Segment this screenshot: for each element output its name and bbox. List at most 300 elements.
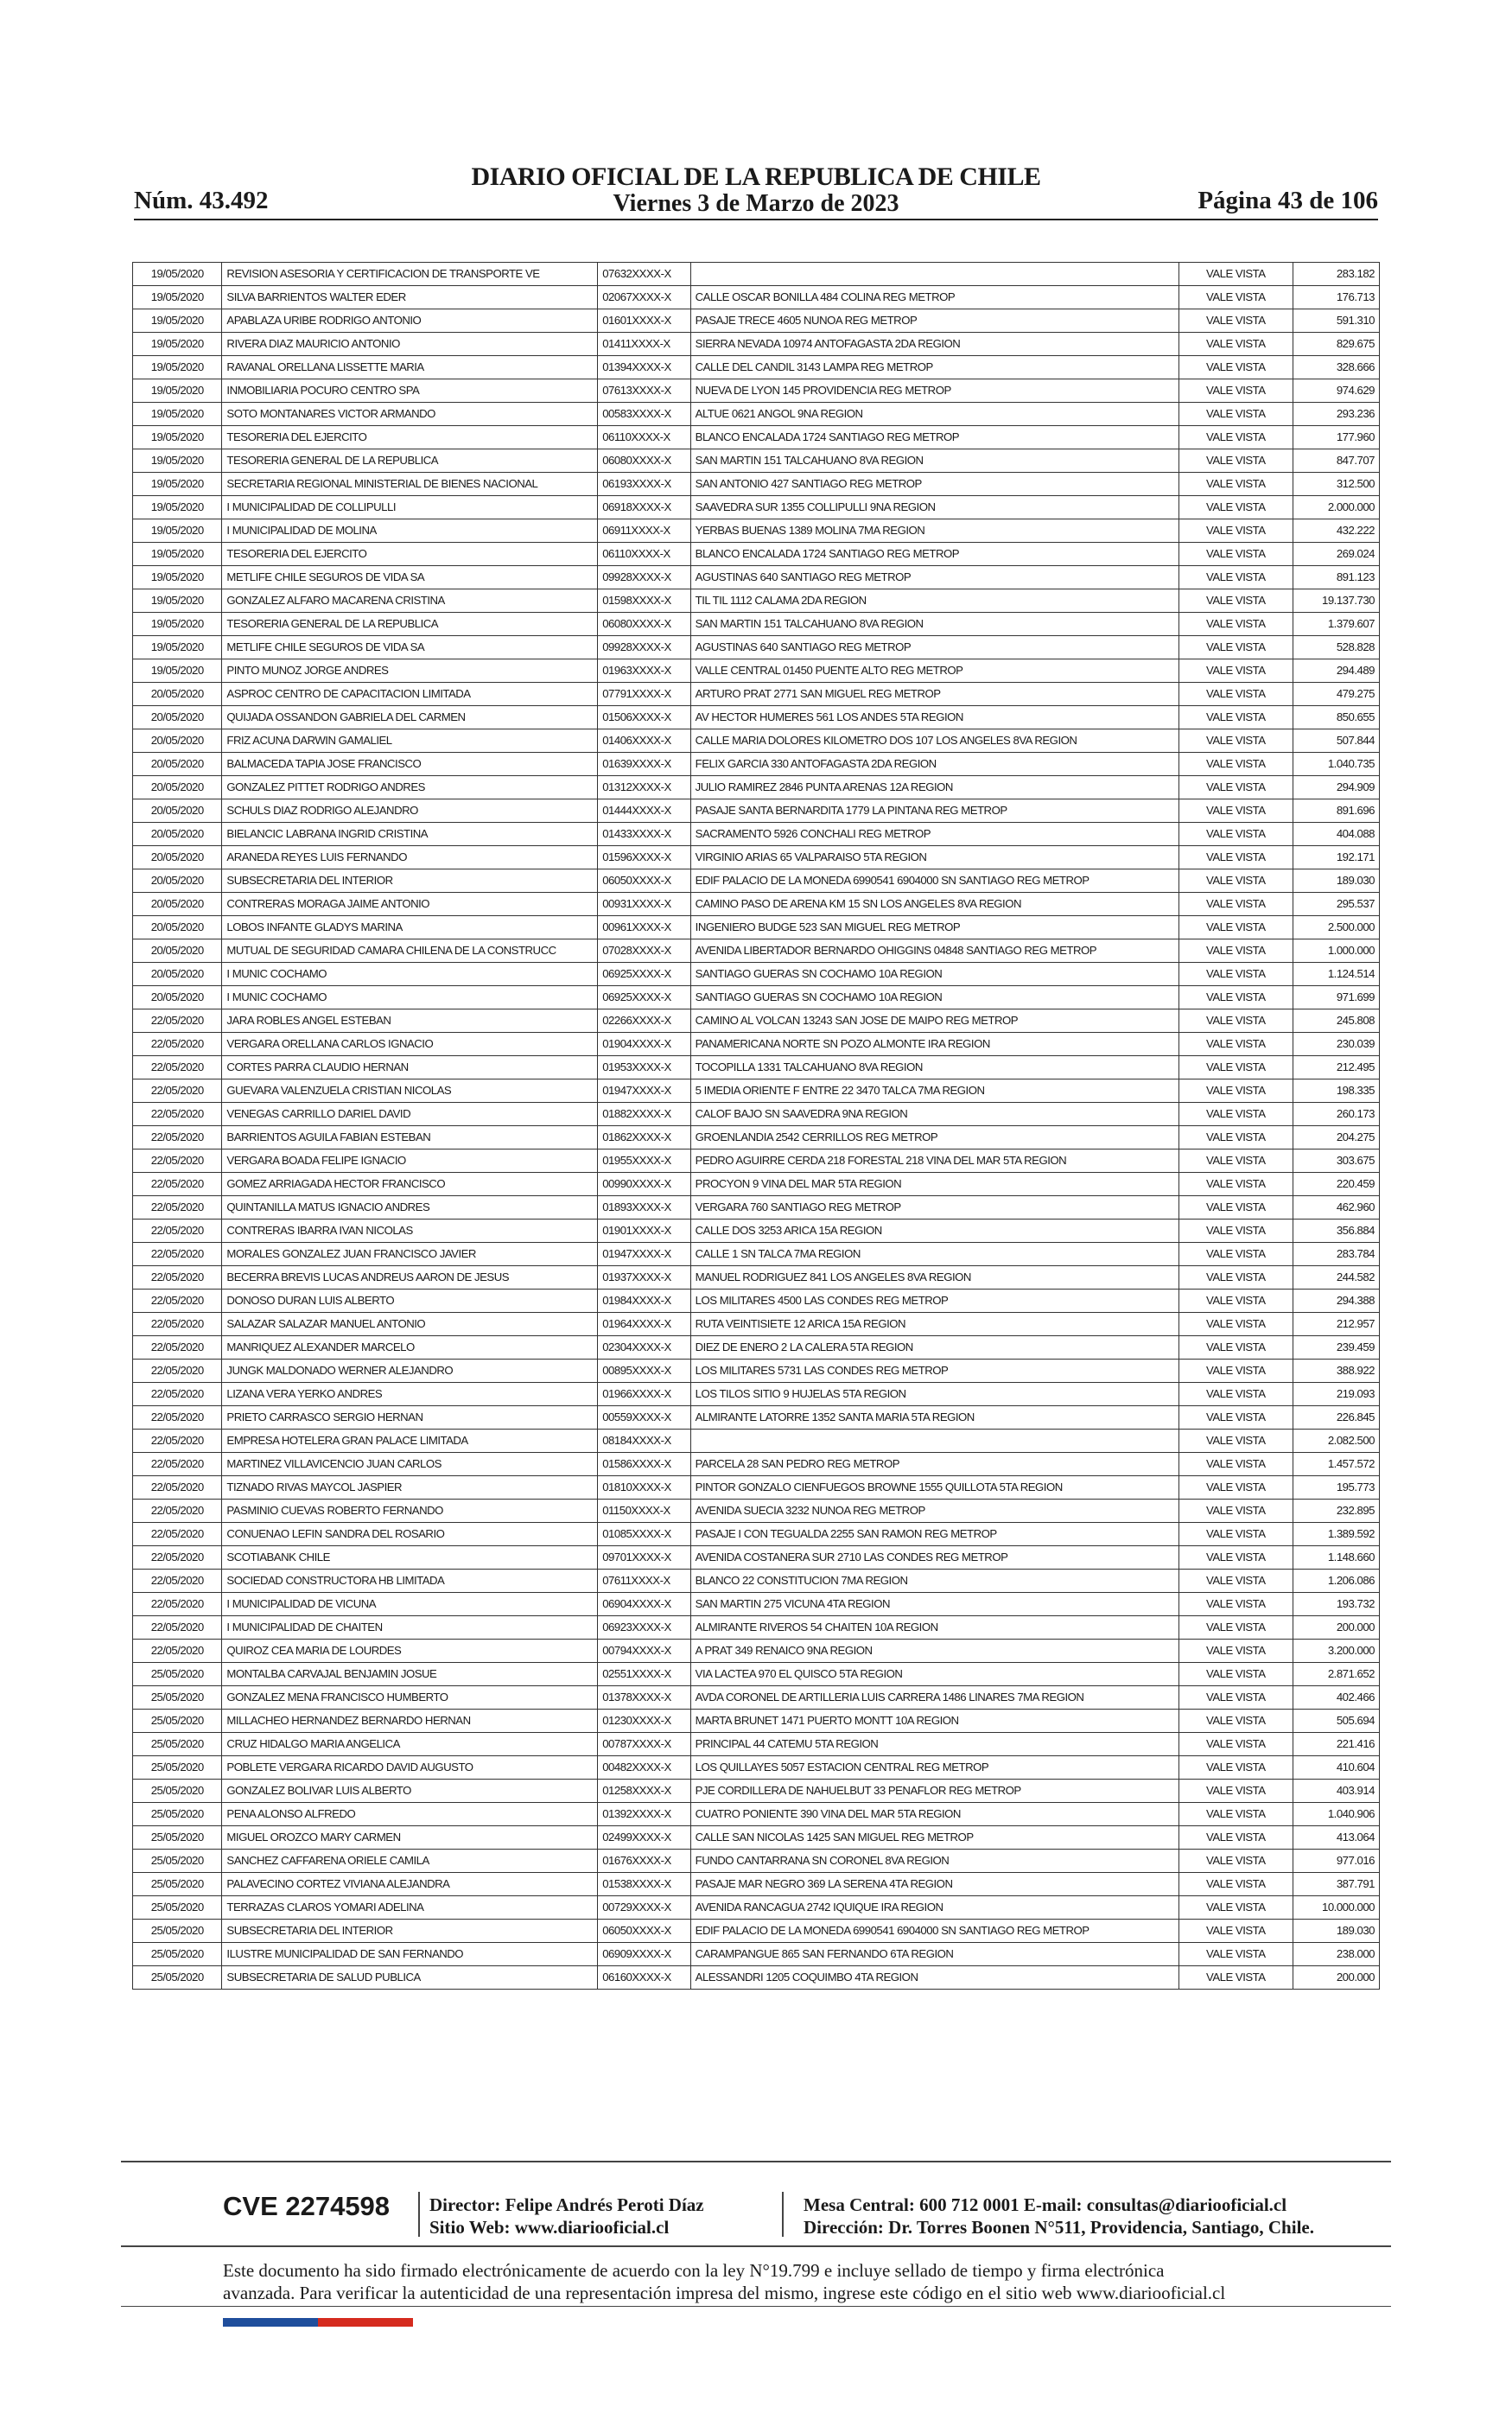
amount-cell: 974.629 xyxy=(1293,379,1379,403)
amount-cell: 192.171 xyxy=(1293,846,1379,869)
address-cell: VALLE CENTRAL 01450 PUENTE ALTO REG METROP xyxy=(690,659,1178,683)
beneficiary-cell: I MUNICIPALIDAD DE COLLIPULLI xyxy=(222,496,598,519)
table-row xyxy=(133,893,1380,916)
payment-mode-cell: VALE VISTA xyxy=(1179,379,1293,403)
beneficiary-cell: CONUENAO LEFIN SANDRA DEL ROSARIO xyxy=(222,1523,598,1546)
date-cell: 22/05/2020 xyxy=(133,1079,222,1103)
table-row xyxy=(133,1966,1380,1990)
rut-cell: 01964XXXX-X xyxy=(598,1313,690,1336)
beneficiary-cell: BIELANCIC LABRANA INGRID CRISTINA xyxy=(222,823,598,846)
flag-color-block xyxy=(223,2318,318,2327)
amount-cell: 387.791 xyxy=(1293,1873,1379,1896)
table-row xyxy=(133,823,1380,846)
payment-mode-cell: VALE VISTA xyxy=(1179,1500,1293,1523)
rut-cell: 01893XXXX-X xyxy=(598,1196,690,1220)
date-cell: 19/05/2020 xyxy=(133,403,222,426)
beneficiary-cell: SCHULS DIAZ RODRIGO ALEJANDRO xyxy=(222,799,598,823)
date-cell: 19/05/2020 xyxy=(133,449,222,473)
beneficiary-cell: CONTRERAS MORAGA JAIME ANTONIO xyxy=(222,893,598,916)
date-cell: 25/05/2020 xyxy=(133,1733,222,1756)
beneficiary-cell: FRIZ ACUNA DARWIN GAMALIEL xyxy=(222,729,598,753)
beneficiary-cell: GONZALEZ ALFARO MACARENA CRISTINA xyxy=(222,589,598,613)
payment-mode-cell: VALE VISTA xyxy=(1179,1243,1293,1266)
director-name: Director: Felipe Andrés Peroti Díaz xyxy=(429,2194,704,2215)
table-row xyxy=(133,706,1380,729)
beneficiary-cell: MORALES GONZALEZ JUAN FRANCISCO JAVIER xyxy=(222,1243,598,1266)
table-row xyxy=(133,1570,1380,1593)
payment-mode-cell: VALE VISTA xyxy=(1179,1593,1293,1616)
amount-cell: 303.675 xyxy=(1293,1150,1379,1173)
rut-cell: 01258XXXX-X xyxy=(598,1780,690,1803)
address-cell: SAN ANTONIO 427 SANTIAGO REG METROP xyxy=(690,473,1178,496)
address-cell: ALMIRANTE LATORRE 1352 SANTA MARIA 5TA REGION xyxy=(690,1406,1178,1430)
rut-cell: 02266XXXX-X xyxy=(598,1009,690,1033)
beneficiary-cell: EMPRESA HOTELERA GRAN PALACE LIMITADA xyxy=(222,1430,598,1453)
chile-flag-stripe xyxy=(223,2315,413,2324)
cve-code: CVE 2274598 xyxy=(223,2191,391,2221)
flag-color-block xyxy=(318,2318,413,2327)
beneficiary-cell: I MUNICIPALIDAD DE CHAITEN xyxy=(222,1616,598,1640)
beneficiary-cell: VERGARA BOADA FELIPE IGNACIO xyxy=(222,1150,598,1173)
payment-mode-cell: VALE VISTA xyxy=(1179,403,1293,426)
rut-cell: 01882XXXX-X xyxy=(598,1103,690,1126)
table-row xyxy=(133,1476,1380,1500)
beneficiary-cell: I MUNICIPALIDAD DE VICUNA xyxy=(222,1593,598,1616)
payment-mode-cell: VALE VISTA xyxy=(1179,963,1293,986)
payment-mode-cell: VALE VISTA xyxy=(1179,1009,1293,1033)
amount-cell: 1.040.906 xyxy=(1293,1803,1379,1826)
date-cell: 19/05/2020 xyxy=(133,659,222,683)
phone-email: Mesa Central: 600 712 0001 E-mail: consultas@diariooficial.cl xyxy=(804,2194,1287,2215)
amount-cell: 221.416 xyxy=(1293,1733,1379,1756)
payment-mode-cell: VALE VISTA xyxy=(1179,1406,1293,1430)
amount-cell: 212.495 xyxy=(1293,1056,1379,1079)
date-cell: 25/05/2020 xyxy=(133,1943,222,1966)
table-row xyxy=(133,496,1380,519)
amount-cell: 847.707 xyxy=(1293,449,1379,473)
amount-cell: 1.124.514 xyxy=(1293,963,1379,986)
amount-cell: 413.064 xyxy=(1293,1826,1379,1850)
amount-cell: 591.310 xyxy=(1293,309,1379,333)
address-cell: ALESSANDRI 1205 COQUIMBO 4TA REGION xyxy=(690,1966,1178,1990)
amount-cell: 200.000 xyxy=(1293,1616,1379,1640)
amount-cell: 294.489 xyxy=(1293,659,1379,683)
table-row xyxy=(133,1009,1380,1033)
table-row xyxy=(133,1103,1380,1126)
table-row xyxy=(133,1313,1380,1336)
rut-cell: 01586XXXX-X xyxy=(598,1453,690,1476)
date-cell: 22/05/2020 xyxy=(133,1126,222,1150)
amount-cell: 356.884 xyxy=(1293,1220,1379,1243)
amount-cell: 200.000 xyxy=(1293,1966,1379,1990)
beneficiary-cell: SOTO MONTANARES VICTOR ARMANDO xyxy=(222,403,598,426)
payment-mode-cell: VALE VISTA xyxy=(1179,1360,1293,1383)
beneficiary-cell: SUBSECRETARIA DE SALUD PUBLICA xyxy=(222,1966,598,1990)
address-cell xyxy=(690,263,1178,286)
rut-cell: 01901XXXX-X xyxy=(598,1220,690,1243)
rut-cell: 06050XXXX-X xyxy=(598,869,690,893)
amount-cell: 283.182 xyxy=(1293,263,1379,286)
amount-cell: 19.137.730 xyxy=(1293,589,1379,613)
rut-cell: 00895XXXX-X xyxy=(598,1360,690,1383)
payment-mode-cell: VALE VISTA xyxy=(1179,1196,1293,1220)
amount-cell: 2.000.000 xyxy=(1293,496,1379,519)
address-cell: VERGARA 760 SANTIAGO REG METROP xyxy=(690,1196,1178,1220)
rut-cell: 07611XXXX-X xyxy=(598,1570,690,1593)
address-cell: PEDRO AGUIRRE CERDA 218 FORESTAL 218 VINA DEL MAR 5TA REGION xyxy=(690,1150,1178,1173)
address-cell: CALLE DOS 3253 ARICA 15A REGION xyxy=(690,1220,1178,1243)
table-row xyxy=(133,356,1380,379)
address-cell: PARCELA 28 SAN PEDRO REG METROP xyxy=(690,1453,1178,1476)
address-cell: YERBAS BUENAS 1389 MOLINA 7MA REGION xyxy=(690,519,1178,543)
rut-cell: 01378XXXX-X xyxy=(598,1686,690,1710)
address-cell: MARTA BRUNET 1471 PUERTO MONTT 10A REGION xyxy=(690,1710,1178,1733)
table-row xyxy=(133,753,1380,776)
date-cell: 20/05/2020 xyxy=(133,823,222,846)
beneficiary-cell: RAVANAL ORELLANA LISSETTE MARIA xyxy=(222,356,598,379)
rut-cell: 07613XXXX-X xyxy=(598,379,690,403)
rut-cell: 01312XXXX-X xyxy=(598,776,690,799)
address-cell: PJE CORDILLERA DE NAHUELBUT 33 PENAFLOR REG METROP xyxy=(690,1780,1178,1803)
beneficiary-cell: INMOBILIARIA POCURO CENTRO SPA xyxy=(222,379,598,403)
payments-table xyxy=(132,262,1380,1990)
amount-cell: 1.457.572 xyxy=(1293,1453,1379,1476)
date-cell: 25/05/2020 xyxy=(133,1873,222,1896)
rut-cell: 07028XXXX-X xyxy=(598,939,690,963)
address-cell: AVDA CORONEL DE ARTILLERIA LUIS CARRERA 1486 LINARES 7MA REGION xyxy=(690,1686,1178,1710)
payment-mode-cell: VALE VISTA xyxy=(1179,1896,1293,1920)
rut-cell: 01230XXXX-X xyxy=(598,1710,690,1733)
payment-mode-cell: VALE VISTA xyxy=(1179,309,1293,333)
table-row xyxy=(133,1079,1380,1103)
rut-cell: 01150XXXX-X xyxy=(598,1500,690,1523)
amount-cell: 507.844 xyxy=(1293,729,1379,753)
amount-cell: 977.016 xyxy=(1293,1850,1379,1873)
payment-mode-cell: VALE VISTA xyxy=(1179,286,1293,309)
date-cell: 25/05/2020 xyxy=(133,1850,222,1873)
beneficiary-cell: TESORERIA GENERAL DE LA REPUBLICA xyxy=(222,613,598,636)
date-cell: 19/05/2020 xyxy=(133,379,222,403)
address-cell: AVENIDA COSTANERA SUR 2710 LAS CONDES REG METROP xyxy=(690,1546,1178,1570)
amount-cell: 528.828 xyxy=(1293,636,1379,659)
payment-mode-cell: VALE VISTA xyxy=(1179,1430,1293,1453)
address-cell: CARAMPANGUE 865 SAN FERNANDO 6TA REGION xyxy=(690,1943,1178,1966)
payment-mode-cell: VALE VISTA xyxy=(1179,1383,1293,1406)
payment-mode-cell: VALE VISTA xyxy=(1179,659,1293,683)
payment-mode-cell: VALE VISTA xyxy=(1179,1710,1293,1733)
amount-cell: 328.666 xyxy=(1293,356,1379,379)
beneficiary-cell: I MUNIC COCHAMO xyxy=(222,963,598,986)
beneficiary-cell: VERGARA ORELLANA CARLOS IGNACIO xyxy=(222,1033,598,1056)
address-cell: AV HECTOR HUMERES 561 LOS ANDES 5TA REGION xyxy=(690,706,1178,729)
payment-mode-cell: VALE VISTA xyxy=(1179,1220,1293,1243)
payment-mode-cell: VALE VISTA xyxy=(1179,753,1293,776)
rut-cell: 01676XXXX-X xyxy=(598,1850,690,1873)
beneficiary-cell: CORTES PARRA CLAUDIO HERNAN xyxy=(222,1056,598,1079)
director-block xyxy=(429,2194,704,2238)
table-row xyxy=(133,846,1380,869)
date-cell: 25/05/2020 xyxy=(133,1663,222,1686)
beneficiary-cell: ILUSTRE MUNICIPALIDAD DE SAN FERNANDO xyxy=(222,1943,598,1966)
date-cell: 22/05/2020 xyxy=(133,1500,222,1523)
amount-cell: 219.093 xyxy=(1293,1383,1379,1406)
amount-cell: 220.459 xyxy=(1293,1173,1379,1196)
rut-cell: 00729XXXX-X xyxy=(598,1896,690,1920)
payment-mode-cell: VALE VISTA xyxy=(1179,1920,1293,1943)
date-cell: 25/05/2020 xyxy=(133,1803,222,1826)
date-cell: 22/05/2020 xyxy=(133,1640,222,1663)
payment-mode-cell: VALE VISTA xyxy=(1179,1663,1293,1686)
beneficiary-cell: CRUZ HIDALGO MARIA ANGELICA xyxy=(222,1733,598,1756)
payment-mode-cell: VALE VISTA xyxy=(1179,1150,1293,1173)
rut-cell: 06909XXXX-X xyxy=(598,1943,690,1966)
beneficiary-cell: GUEVARA VALENZUELA CRISTIAN NICOLAS xyxy=(222,1079,598,1103)
beneficiary-cell: I MUNIC COCHAMO xyxy=(222,986,598,1009)
beneficiary-cell: MIGUEL OROZCO MARY CARMEN xyxy=(222,1826,598,1850)
amount-cell: 2.871.652 xyxy=(1293,1663,1379,1686)
date-cell: 19/05/2020 xyxy=(133,356,222,379)
rut-cell: 01862XXXX-X xyxy=(598,1126,690,1150)
footer-separator xyxy=(418,2192,420,2237)
date-cell: 19/05/2020 xyxy=(133,613,222,636)
address-cell: MANUEL RODRIGUEZ 841 LOS ANGELES 8VA REGION xyxy=(690,1266,1178,1290)
payment-mode-cell: VALE VISTA xyxy=(1179,566,1293,589)
rut-cell: 01955XXXX-X xyxy=(598,1150,690,1173)
rut-cell: 00559XXXX-X xyxy=(598,1406,690,1430)
address-cell: AGUSTINAS 640 SANTIAGO REG METROP xyxy=(690,636,1178,659)
payment-mode-cell: VALE VISTA xyxy=(1179,356,1293,379)
address-cell: PASAJE MAR NEGRO 369 LA SERENA 4TA REGION xyxy=(690,1873,1178,1896)
rut-cell: 02499XXXX-X xyxy=(598,1826,690,1850)
table-row xyxy=(133,263,1380,286)
address-cell: TOCOPILLA 1331 TALCAHUANO 8VA REGION xyxy=(690,1056,1178,1079)
table-row xyxy=(133,1360,1380,1383)
rut-cell: 00961XXXX-X xyxy=(598,916,690,939)
beneficiary-cell: POBLETE VERGARA RICARDO DAVID AUGUSTO xyxy=(222,1756,598,1780)
address-cell: PASAJE SANTA BERNARDITA 1779 LA PINTANA REG METROP xyxy=(690,799,1178,823)
address-cell: CALLE MARIA DOLORES KILOMETRO DOS 107 LOS ANGELES 8VA REGION xyxy=(690,729,1178,753)
amount-cell: 294.909 xyxy=(1293,776,1379,799)
table-row xyxy=(133,333,1380,356)
beneficiary-cell: TESORERIA GENERAL DE LA REPUBLICA xyxy=(222,449,598,473)
address-cell: SAN MARTIN 275 VICUNA 4TA REGION xyxy=(690,1593,1178,1616)
table-row xyxy=(133,403,1380,426)
table-row xyxy=(133,636,1380,659)
address-cell: SANTIAGO GUERAS SN COCHAMO 10A REGION xyxy=(690,986,1178,1009)
rut-cell: 00787XXXX-X xyxy=(598,1733,690,1756)
rut-cell: 01947XXXX-X xyxy=(598,1243,690,1266)
rut-cell: 08184XXXX-X xyxy=(598,1430,690,1453)
beneficiary-cell: ARANEDA REYES LUIS FERNANDO xyxy=(222,846,598,869)
table-row xyxy=(133,1593,1380,1616)
date-cell: 25/05/2020 xyxy=(133,1780,222,1803)
amount-cell: 283.784 xyxy=(1293,1243,1379,1266)
payment-mode-cell: VALE VISTA xyxy=(1179,1266,1293,1290)
beneficiary-cell: SUBSECRETARIA DEL INTERIOR xyxy=(222,869,598,893)
date-cell: 20/05/2020 xyxy=(133,706,222,729)
address-cell: JULIO RAMIREZ 2846 PUNTA ARENAS 12A REGION xyxy=(690,776,1178,799)
payment-mode-cell: VALE VISTA xyxy=(1179,1336,1293,1360)
table-row xyxy=(133,1546,1380,1570)
payment-mode-cell: VALE VISTA xyxy=(1179,986,1293,1009)
address-cell: PASAJE TRECE 4605 NUNOA REG METROP xyxy=(690,309,1178,333)
date-cell: 25/05/2020 xyxy=(133,1710,222,1733)
beneficiary-cell: APABLAZA URIBE RODRIGO ANTONIO xyxy=(222,309,598,333)
amount-cell: 2.082.500 xyxy=(1293,1430,1379,1453)
rut-cell: 06904XXXX-X xyxy=(598,1593,690,1616)
table-row xyxy=(133,1756,1380,1780)
address-cell: SAAVEDRA SUR 1355 COLLIPULLI 9NA REGION xyxy=(690,496,1178,519)
beneficiary-cell: PENA ALONSO ALFREDO xyxy=(222,1803,598,1826)
rut-cell: 01937XXXX-X xyxy=(598,1266,690,1290)
payment-mode-cell: VALE VISTA xyxy=(1179,1686,1293,1710)
amount-cell: 850.655 xyxy=(1293,706,1379,729)
payment-mode-cell: VALE VISTA xyxy=(1179,449,1293,473)
payment-mode-cell: VALE VISTA xyxy=(1179,1313,1293,1336)
amount-cell: 1.148.660 xyxy=(1293,1546,1379,1570)
beneficiary-cell: GONZALEZ BOLIVAR LUIS ALBERTO xyxy=(222,1780,598,1803)
address-cell: RUTA VEINTISIETE 12 ARICA 15A REGION xyxy=(690,1313,1178,1336)
rut-cell: 06193XXXX-X xyxy=(598,473,690,496)
amount-cell: 239.459 xyxy=(1293,1336,1379,1360)
payment-mode-cell: VALE VISTA xyxy=(1179,1056,1293,1079)
beneficiary-cell: DONOSO DURAN LUIS ALBERTO xyxy=(222,1290,598,1313)
date-cell: 22/05/2020 xyxy=(133,1173,222,1196)
date-cell: 22/05/2020 xyxy=(133,1220,222,1243)
rut-cell: 01394XXXX-X xyxy=(598,356,690,379)
table-row xyxy=(133,869,1380,893)
table-row xyxy=(133,589,1380,613)
table-row xyxy=(133,449,1380,473)
date-cell: 22/05/2020 xyxy=(133,1103,222,1126)
table-row xyxy=(133,1430,1380,1453)
date-cell: 25/05/2020 xyxy=(133,1756,222,1780)
date-cell: 22/05/2020 xyxy=(133,1313,222,1336)
payment-mode-cell: VALE VISTA xyxy=(1179,846,1293,869)
table-row xyxy=(133,286,1380,309)
address-cell: DIEZ DE ENERO 2 LA CALERA 5TA REGION xyxy=(690,1336,1178,1360)
rut-cell: 01953XXXX-X xyxy=(598,1056,690,1079)
payment-mode-cell: VALE VISTA xyxy=(1179,1826,1293,1850)
address-cell: SAN MARTIN 151 TALCAHUANO 8VA REGION xyxy=(690,449,1178,473)
amount-cell: 829.675 xyxy=(1293,333,1379,356)
table-row xyxy=(133,1826,1380,1850)
table-row xyxy=(133,1616,1380,1640)
payment-mode-cell: VALE VISTA xyxy=(1179,496,1293,519)
address-cell: CALLE SAN NICOLAS 1425 SAN MIGUEL REG METROP xyxy=(690,1826,1178,1850)
date-cell: 22/05/2020 xyxy=(133,1593,222,1616)
amount-cell: 212.957 xyxy=(1293,1313,1379,1336)
rut-cell: 01984XXXX-X xyxy=(598,1290,690,1313)
date-cell: 22/05/2020 xyxy=(133,1616,222,1640)
page-number: Página 43 de 106 xyxy=(1198,187,1378,214)
payment-mode-cell: VALE VISTA xyxy=(1179,729,1293,753)
payment-mode-cell: VALE VISTA xyxy=(1179,1033,1293,1056)
rut-cell: 01406XXXX-X xyxy=(598,729,690,753)
beneficiary-cell: GOMEZ ARRIAGADA HECTOR FRANCISCO xyxy=(222,1173,598,1196)
rut-cell: 01411XXXX-X xyxy=(598,333,690,356)
rut-cell: 09701XXXX-X xyxy=(598,1546,690,1570)
address-cell: CALOF BAJO SN SAAVEDRA 9NA REGION xyxy=(690,1103,1178,1126)
beneficiary-cell: QUINTANILLA MATUS IGNACIO ANDRES xyxy=(222,1196,598,1220)
date-cell: 22/05/2020 xyxy=(133,1033,222,1056)
payment-mode-cell: VALE VISTA xyxy=(1179,1966,1293,1990)
address-cell: A PRAT 349 RENAICO 9NA REGION xyxy=(690,1640,1178,1663)
table-row xyxy=(133,1920,1380,1943)
table-row xyxy=(133,1290,1380,1313)
address-cell: CAMINO AL VOLCAN 13243 SAN JOSE DE MAIPO REG METROP xyxy=(690,1009,1178,1033)
date-cell: 22/05/2020 xyxy=(133,1476,222,1500)
beneficiary-cell: LOBOS INFANTE GLADYS MARINA xyxy=(222,916,598,939)
amount-cell: 1.206.086 xyxy=(1293,1570,1379,1593)
date-cell: 22/05/2020 xyxy=(133,1546,222,1570)
payment-mode-cell: VALE VISTA xyxy=(1179,1173,1293,1196)
address-cell: LOS QUILLAYES 5057 ESTACION CENTRAL REG METROP xyxy=(690,1756,1178,1780)
address-cell xyxy=(690,1430,1178,1453)
address-cell: PINTOR GONZALO CIENFUEGOS BROWNE 1555 QUILLOTA 5TA REGION xyxy=(690,1476,1178,1500)
date-cell: 20/05/2020 xyxy=(133,683,222,706)
amount-cell: 971.699 xyxy=(1293,986,1379,1009)
date-cell: 20/05/2020 xyxy=(133,939,222,963)
address-cell: AVENIDA LIBERTADOR BERNARDO OHIGGINS 04848 SANTIAGO REG METROP xyxy=(690,939,1178,963)
amount-cell: 1.379.607 xyxy=(1293,613,1379,636)
beneficiary-cell: MILLACHEO HERNANDEZ BERNARDO HERNAN xyxy=(222,1710,598,1733)
amount-cell: 204.275 xyxy=(1293,1126,1379,1150)
beneficiary-cell: BALMACEDA TAPIA JOSE FRANCISCO xyxy=(222,753,598,776)
date-cell: 20/05/2020 xyxy=(133,869,222,893)
table-row xyxy=(133,1033,1380,1056)
table-row xyxy=(133,916,1380,939)
date-cell: 25/05/2020 xyxy=(133,1966,222,1990)
date-cell: 20/05/2020 xyxy=(133,893,222,916)
beneficiary-cell: METLIFE CHILE SEGUROS DE VIDA SA xyxy=(222,566,598,589)
beneficiary-cell: REVISION ASESORIA Y CERTIFICACION DE TRANSPORTE VE xyxy=(222,263,598,286)
table-row xyxy=(133,1126,1380,1150)
rut-cell: 01596XXXX-X xyxy=(598,846,690,869)
rut-cell: 01444XXXX-X xyxy=(598,799,690,823)
date-cell: 25/05/2020 xyxy=(133,1896,222,1920)
address-cell: CUATRO PONIENTE 390 VINA DEL MAR 5TA REGION xyxy=(690,1803,1178,1826)
beneficiary-cell: MARTINEZ VILLAVICENCIO JUAN CARLOS xyxy=(222,1453,598,1476)
payment-mode-cell: VALE VISTA xyxy=(1179,1126,1293,1150)
date-cell: 25/05/2020 xyxy=(133,1826,222,1850)
payment-mode-cell: VALE VISTA xyxy=(1179,1733,1293,1756)
date-cell: 25/05/2020 xyxy=(133,1920,222,1943)
amount-cell: 177.960 xyxy=(1293,426,1379,449)
amount-cell: 1.389.592 xyxy=(1293,1523,1379,1546)
address-cell: PRINCIPAL 44 CATEMU 5TA REGION xyxy=(690,1733,1178,1756)
amount-cell: 295.537 xyxy=(1293,893,1379,916)
amount-cell: 403.914 xyxy=(1293,1780,1379,1803)
table-row xyxy=(133,1803,1380,1826)
beneficiary-cell: METLIFE CHILE SEGUROS DE VIDA SA xyxy=(222,636,598,659)
table-row xyxy=(133,1640,1380,1663)
address-cell: ALTUE 0621 ANGOL 9NA REGION xyxy=(690,403,1178,426)
table-row xyxy=(133,1266,1380,1290)
payment-mode-cell: VALE VISTA xyxy=(1179,869,1293,893)
beneficiary-cell: SUBSECRETARIA DEL INTERIOR xyxy=(222,1920,598,1943)
beneficiary-cell: JARA ROBLES ANGEL ESTEBAN xyxy=(222,1009,598,1033)
date-cell: 19/05/2020 xyxy=(133,519,222,543)
amount-cell: 244.582 xyxy=(1293,1266,1379,1290)
address-cell: INGENIERO BUDGE 523 SAN MIGUEL REG METROP xyxy=(690,916,1178,939)
payment-mode-cell: VALE VISTA xyxy=(1179,589,1293,613)
amount-cell: 410.604 xyxy=(1293,1756,1379,1780)
rut-cell: 02067XXXX-X xyxy=(598,286,690,309)
payment-mode-cell: VALE VISTA xyxy=(1179,1523,1293,1546)
payment-mode-cell: VALE VISTA xyxy=(1179,776,1293,799)
date-cell: 20/05/2020 xyxy=(133,799,222,823)
